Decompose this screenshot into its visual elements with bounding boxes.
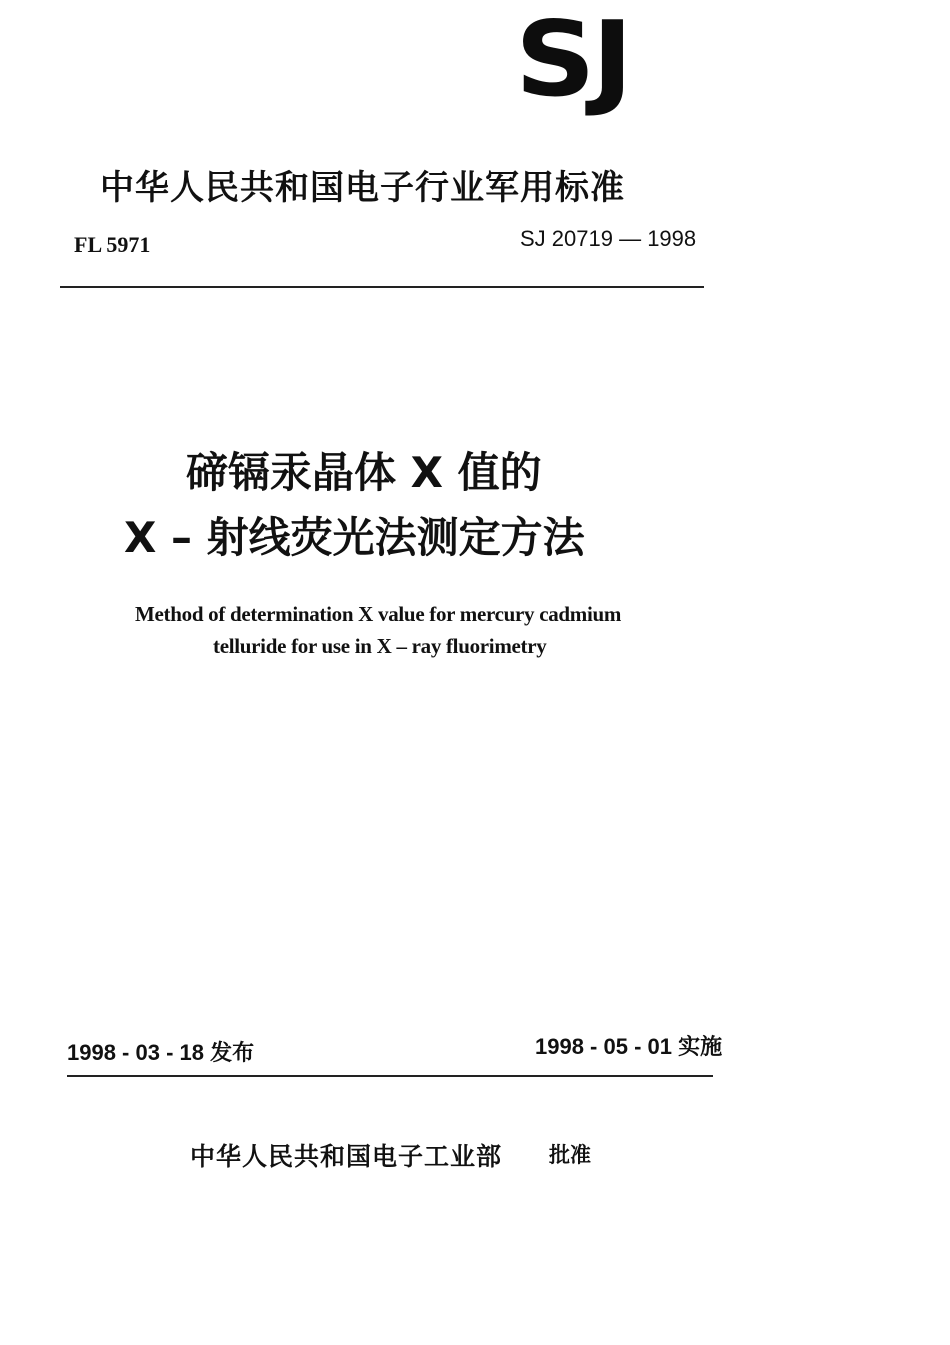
- chinese-title-line-2: X – 射线荧光法测定方法: [124, 513, 585, 562]
- standard-category-title: 中华人民共和国电子行业军用标准: [100, 168, 625, 208]
- english-title-line-1: Method of determination X value for mercury cadmium: [135, 602, 622, 626]
- chinese-title-line-1: 碲镉汞晶体 X 值的: [186, 448, 542, 497]
- bottom-divider: [67, 1075, 713, 1077]
- top-divider: [60, 286, 704, 288]
- effective-date: 1998 - 05 - 01 实施: [535, 1034, 723, 1059]
- approval-label: 批准: [549, 1143, 591, 1167]
- standard-number: SJ 20719 — 1998: [520, 226, 697, 251]
- sj-logo: SJ: [515, 0, 630, 120]
- english-title-line-2: telluride for use in X – ray fluorimetry: [213, 634, 547, 658]
- fl-classification-code: FL 5971: [74, 232, 151, 257]
- issue-date: 1998 - 03 - 18 发布: [67, 1040, 255, 1065]
- issuing-ministry: 中华人民共和国电子工业部: [190, 1142, 503, 1171]
